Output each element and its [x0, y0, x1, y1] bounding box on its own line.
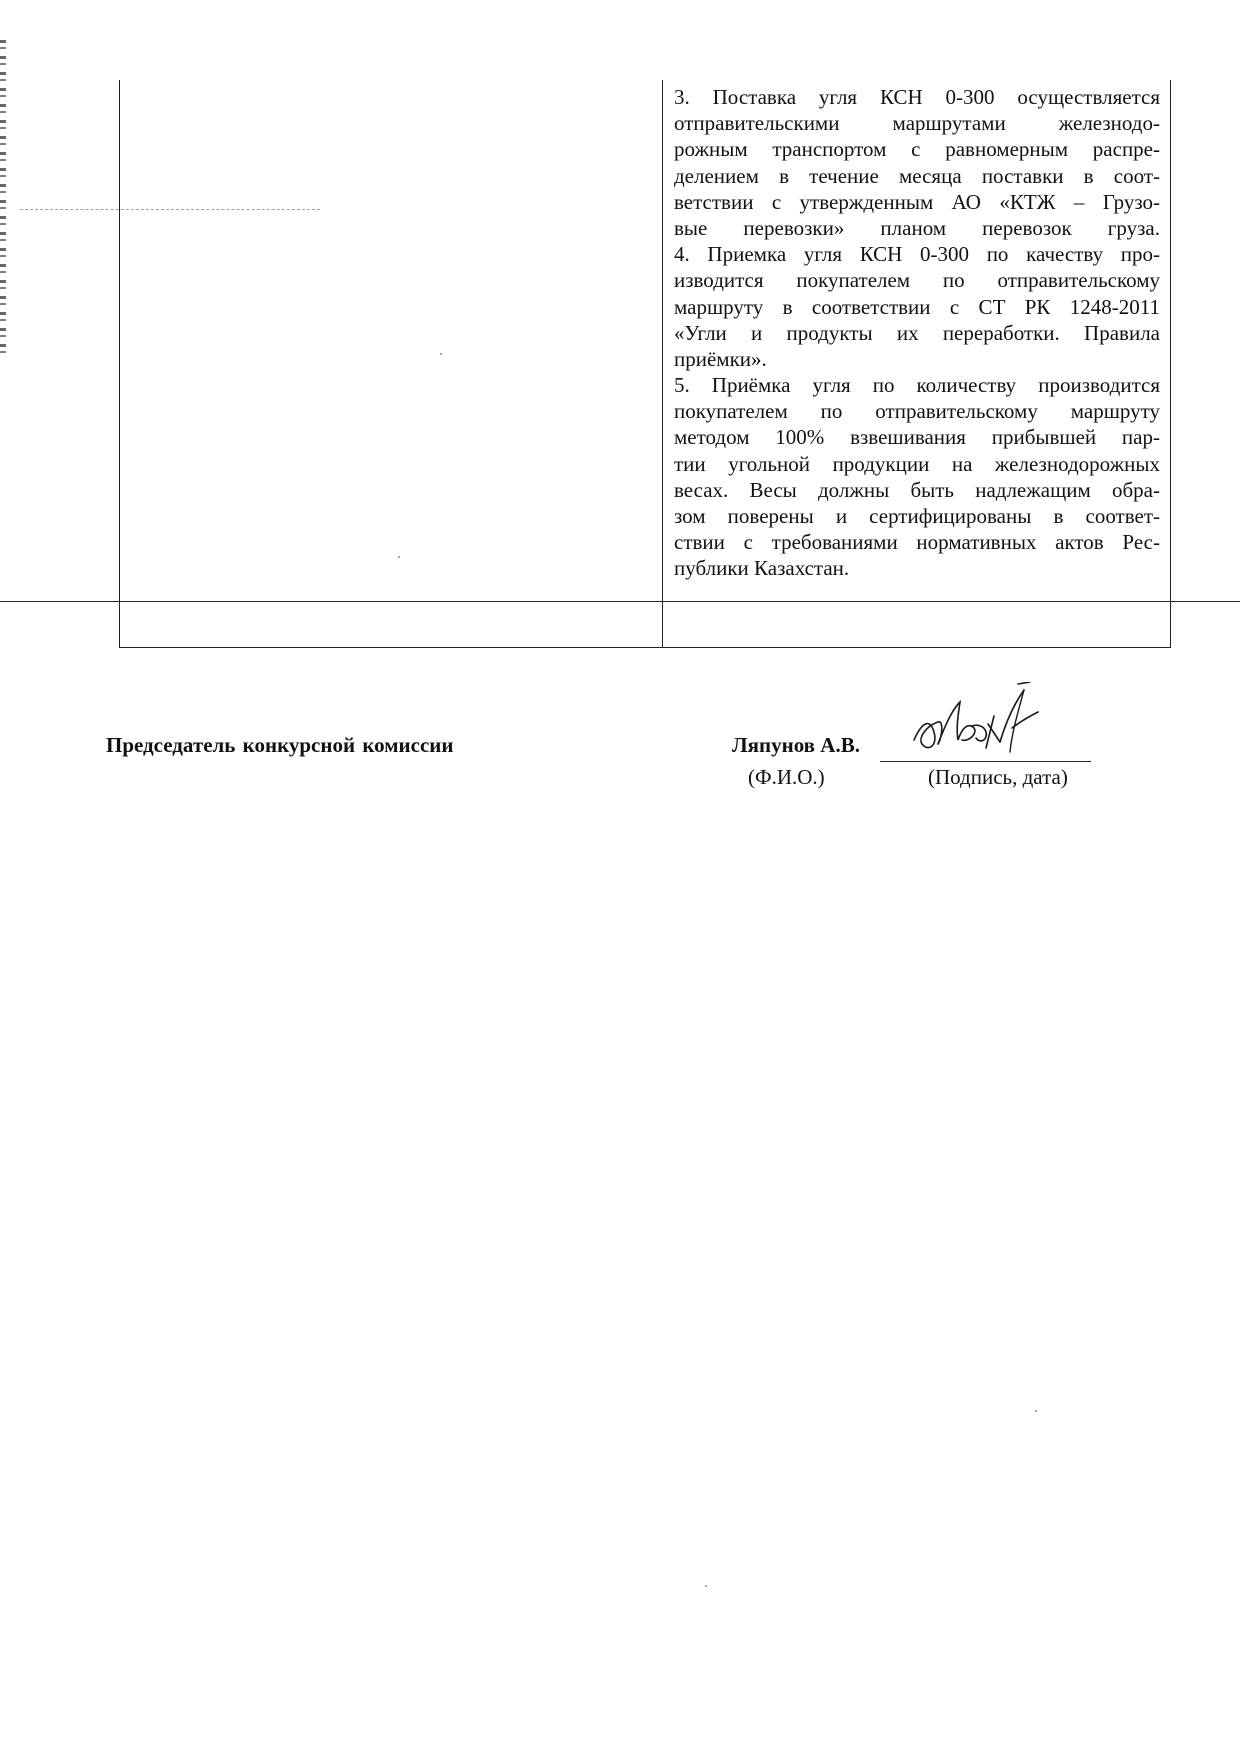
table-column-divider	[662, 80, 663, 648]
scan-speck	[1035, 1410, 1037, 1412]
scan-speck	[440, 353, 442, 355]
table-cell-empty	[121, 80, 661, 646]
scan-horizontal-line	[0, 601, 1240, 602]
scan-speck	[705, 1585, 707, 1587]
cell-text-line: 4. Приемка угля КСН 0-300 по качеству про-	[674, 242, 1160, 267]
cell-text-line: публики Казахстан.	[674, 556, 850, 581]
cell-text-line: маршруту в соответствии с СТ РК 1248-2011	[674, 294, 1160, 319]
cell-text-line: приёмки».	[674, 346, 767, 371]
cell-text-line: изводится покупателем по отправительскому	[674, 268, 1160, 293]
cell-text-line: вые перевозки» планом перевозок груза.	[674, 215, 1160, 240]
cell-text-line: покупателем по отправительскому маршруту	[674, 399, 1160, 424]
cell-text-line: ствии с требованиями нормативных актов Рес-	[674, 530, 1160, 555]
signer-name: Ляпунов А.В.	[732, 733, 860, 757]
signature-date-caption: (Подпись, дата)	[928, 765, 1068, 789]
cell-text-line: «Угли и продукты их переработки. Правила	[674, 320, 1160, 345]
cell-text-line: рожным транспортом с равномерным распре-	[674, 137, 1160, 162]
cell-text-line: отправительскими маршрутами железнодо-	[674, 111, 1160, 136]
cell-text-line: ветствии с утвержденным АО «КТЖ – Грузо-	[674, 189, 1160, 214]
cell-text-line: весах. Весы должны быть надлежащим обра-	[674, 477, 1160, 502]
commission-chair-label: Председатель конкурсной комиссии	[106, 733, 454, 757]
fio-caption: (Ф.И.О.)	[748, 765, 825, 789]
scan-edge-artifact	[0, 40, 6, 360]
cell-text-line: методом 100% взвешивания прибывшей пар-	[674, 425, 1160, 450]
handwritten-signature	[908, 682, 1058, 768]
table-cell-delivery-terms	[674, 84, 1160, 582]
scan-speck	[398, 556, 400, 558]
cell-text-line: 3. Поставка угля КСН 0-300 осуществляется	[674, 85, 1160, 109]
cell-text-line: делением в течение месяца поставки в соот-	[674, 163, 1160, 188]
cell-text-line: тии угольной продукции на железнодорожных	[674, 451, 1160, 476]
cell-text-line: зом поверены и сертифицированы в соответ-	[674, 504, 1160, 528]
cell-text-line: 5. Приёмка угля по количеству производится	[674, 373, 1160, 398]
